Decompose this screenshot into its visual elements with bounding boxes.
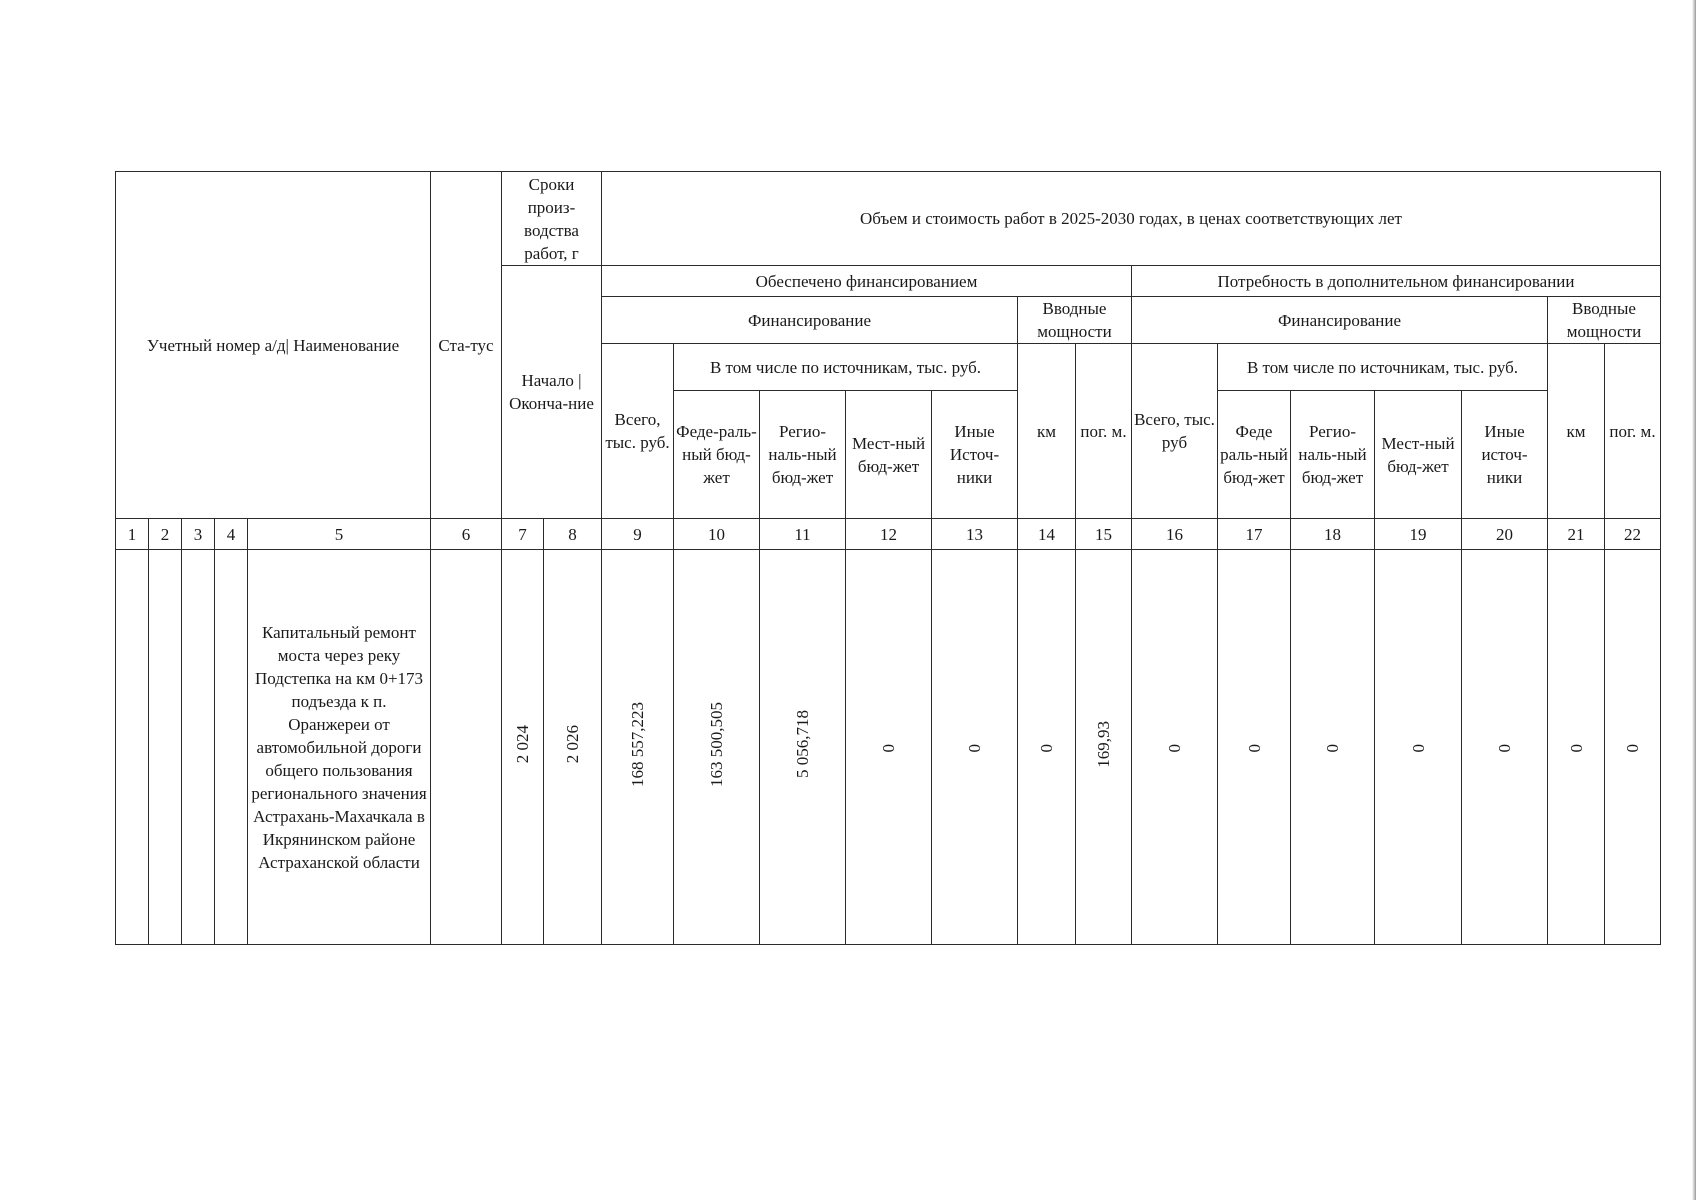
start-year: 2 024 [513, 724, 532, 764]
km2-value: 0 [1566, 744, 1586, 753]
col-number: 22 [1605, 519, 1661, 550]
header-status: Ста-тус [431, 172, 502, 519]
header-local-left: Мест-ный бюд-жет [846, 391, 932, 519]
federal2-value: 0 [1244, 744, 1264, 753]
col-number: 14 [1018, 519, 1076, 550]
header-capacity-left: Вводные мощности [1018, 297, 1132, 344]
total-cell [602, 550, 674, 945]
regional-cell [760, 550, 846, 945]
page-edge-shadow [1692, 0, 1696, 1200]
header-financing-right: Финансирование [1132, 297, 1548, 344]
header-total-right: Всего, тыс. руб [1132, 344, 1218, 519]
col-number: 21 [1548, 519, 1605, 550]
total2-value: 0 [1165, 744, 1184, 753]
federal2-cell [1218, 550, 1291, 945]
federal-cell [674, 550, 760, 945]
header-regional-left: Регио-наль-ный бюд-жет [760, 391, 846, 519]
col-number: 13 [932, 519, 1018, 550]
header-secured: Обеспечено финансированием [602, 266, 1132, 297]
header-volume-title: Объем и стоимость работ в 2025-2030 годах, в ценах соответствующих лет [602, 172, 1661, 266]
total-value: 168 557,223 [628, 701, 647, 787]
other-value: 0 [965, 744, 984, 753]
header-pm-right: пог. м. [1605, 344, 1661, 519]
header-name: Учетный номер а/д| Наименование [116, 172, 431, 519]
pm-value: 169,93 [1094, 720, 1113, 768]
col-number: 18 [1291, 519, 1375, 550]
km2-cell [1548, 550, 1605, 945]
col-number: 11 [760, 519, 846, 550]
other2-value: 0 [1495, 744, 1514, 753]
regional2-cell [1291, 550, 1375, 945]
header-federal-right: Феде раль-ный бюд-жет [1218, 391, 1291, 519]
col-number: 3 [182, 519, 215, 550]
col-number: 5 [248, 519, 431, 550]
header-other-left: Иные Источ-ники [932, 391, 1018, 519]
header-financing-left: Финансирование [602, 297, 1018, 344]
column-number-row [116, 519, 1661, 550]
end-year: 2 026 [563, 724, 582, 764]
start-year-cell [502, 550, 544, 945]
km-cell [1018, 550, 1076, 945]
federal-value: 163 500,505 [707, 701, 726, 787]
header-terms: Сроки произ-водства работ, г [502, 172, 602, 266]
header-capacity-right: Вводные мощности [1548, 297, 1661, 344]
header-regional-right: Регио-наль-ный бюд-жет [1291, 391, 1375, 519]
col-number: 4 [215, 519, 248, 550]
col-number: 2 [149, 519, 182, 550]
col-number: 8 [544, 519, 602, 550]
header-start-end: Начало | Оконча-ние [502, 266, 602, 519]
other2-cell [1462, 550, 1548, 945]
pm-cell [1076, 550, 1132, 945]
local-cell [846, 550, 932, 945]
col-number: 7 [502, 519, 544, 550]
header-by-sources-left: В том числе по источникам, тыс. руб. [674, 344, 1018, 391]
cell-col-3 [182, 550, 215, 945]
regional-value: 5 056,718 [793, 710, 812, 778]
end-year-cell [544, 550, 602, 945]
financing-table [115, 171, 1661, 945]
header-by-sources-right: В том числе по источникам, тыс. руб. [1218, 344, 1548, 391]
col-number: 16 [1132, 519, 1218, 550]
header-need: Потребность в дополнительном финансировании [1132, 266, 1661, 297]
header-federal-left: Феде-раль-ный бюд-жет [674, 391, 760, 519]
header-km-right: км [1548, 344, 1605, 519]
col-number: 1 [116, 519, 149, 550]
header-pm-left: пог. м. [1076, 344, 1132, 519]
header-other-right: Иные источ-ники [1462, 391, 1548, 519]
pm2-value: 0 [1623, 744, 1642, 753]
col-number: 15 [1076, 519, 1132, 550]
header-total-left: Всего, тыс. руб. [602, 344, 674, 519]
object-name: Капитальный ремонт моста через реку Подстепка на км 0+173 подъезда к п. Оранжереи от автомобильной дороги общего пользования регионального значения Астрахань-Махачкала в Икрянинском районе Астраханской области [248, 550, 431, 945]
cell-col-2 [149, 550, 182, 945]
col-number: 10 [674, 519, 760, 550]
pm2-cell [1605, 550, 1661, 945]
header-km-left: км [1018, 344, 1076, 519]
cell-col-4 [215, 550, 248, 945]
local-value: 0 [879, 744, 898, 753]
col-number: 9 [602, 519, 674, 550]
local2-value: 0 [1408, 744, 1428, 753]
local2-cell [1375, 550, 1462, 945]
other-cell [932, 550, 1018, 945]
col-number: 6 [431, 519, 502, 550]
km-value: 0 [1037, 744, 1056, 753]
status-cell [431, 550, 502, 945]
col-number: 19 [1375, 519, 1462, 550]
col-number: 17 [1218, 519, 1291, 550]
col-number: 12 [846, 519, 932, 550]
table-row [116, 550, 1661, 945]
col-number: 20 [1462, 519, 1548, 550]
header-local-right: Мест-ный бюд-жет [1375, 391, 1462, 519]
cell-col-1 [116, 550, 149, 945]
regional2-value: 0 [1323, 744, 1342, 753]
total2-cell [1132, 550, 1218, 945]
